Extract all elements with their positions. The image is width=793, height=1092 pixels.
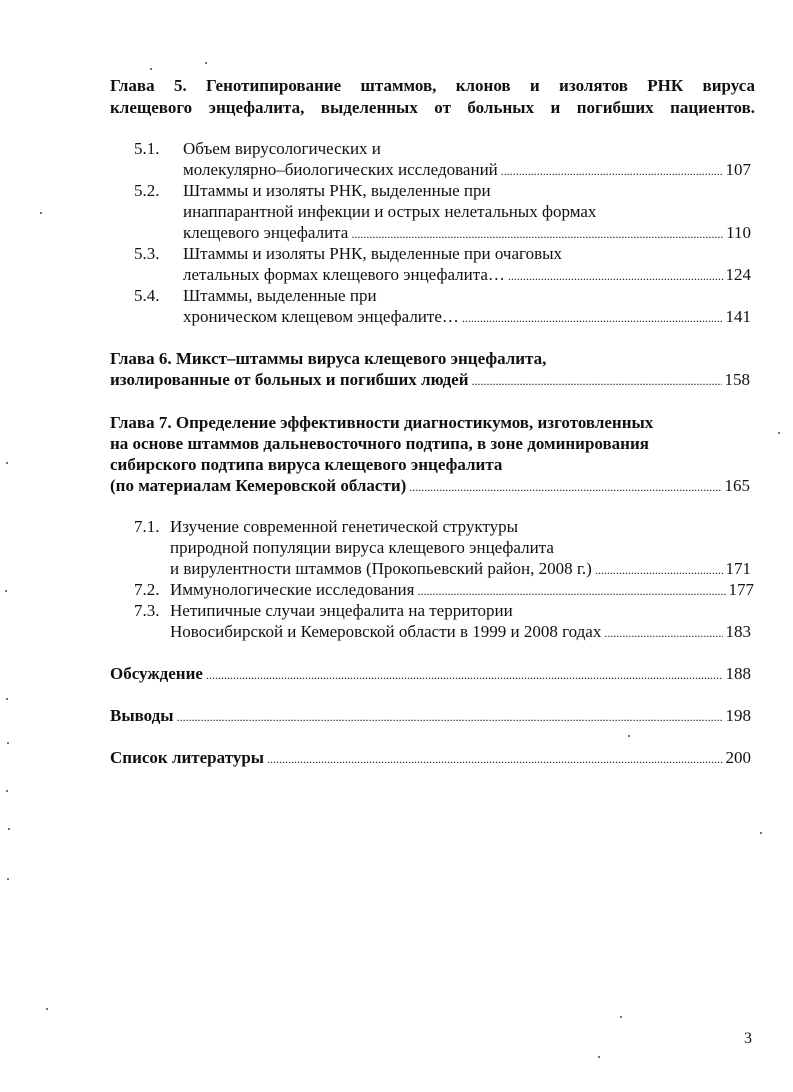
section-7-1-line2: природной популяции вируса клещевого энцефалита bbox=[170, 538, 554, 557]
scan-speck bbox=[150, 68, 152, 70]
chapter6-title-line1: Глава 6. Микст–штаммы вируса клещевого энцефалита, bbox=[110, 349, 547, 368]
section-7-3-line1: Нетипичные случаи энцефалита на территории bbox=[170, 601, 513, 620]
leader-dots bbox=[595, 559, 723, 580]
section-7-3-number: 7.3. bbox=[134, 601, 160, 620]
section-5-3-entry[interactable] bbox=[183, 265, 751, 286]
chapter7-title-line3: сибирского подтипа вируса клещевого энцефалита bbox=[110, 455, 503, 474]
leader-dots bbox=[501, 160, 723, 181]
scan-speck bbox=[760, 832, 762, 834]
section-5-2-line2: инаппарантной инфекции и острых нелетальных формах bbox=[183, 202, 597, 221]
scan-speck bbox=[5, 590, 7, 592]
leader-dots bbox=[409, 476, 721, 497]
chapter5-title-line2: клещевого энцефалита, выделенных от больных и погибших пациентов. bbox=[110, 98, 755, 117]
section-7-1-line3: и вирулентности штаммов (Прокопьевский район, 2008 г.) bbox=[170, 559, 592, 578]
leader-dots bbox=[206, 664, 723, 685]
scan-speck bbox=[620, 1016, 622, 1018]
section-7-1-number: 7.1. bbox=[134, 517, 160, 536]
section-5-3-page: 124 bbox=[725, 265, 751, 284]
section-5-4-number: 5.4. bbox=[134, 286, 160, 305]
references-page: 200 bbox=[725, 748, 751, 767]
scan-speck bbox=[7, 878, 9, 880]
section-7-2-number: 7.2. bbox=[134, 580, 160, 599]
section-5-3-line2: летальных формах клещевого энцефалита… bbox=[183, 265, 505, 284]
scan-speck bbox=[598, 1056, 600, 1058]
chapter6-title-line2: изолированные от больных и погибших людей bbox=[110, 370, 469, 389]
conclusions-label: Выводы bbox=[110, 706, 174, 725]
leader-dots bbox=[472, 370, 722, 391]
page-number: 3 bbox=[744, 1030, 752, 1047]
section-5-2-number: 5.2. bbox=[134, 181, 160, 200]
scan-speck bbox=[778, 432, 780, 434]
section-5-1-line1: Объем вирусологических и bbox=[183, 139, 381, 158]
discussion-entry[interactable] bbox=[110, 664, 751, 685]
section-5-2-line3: клещевого энцефалита bbox=[183, 223, 349, 242]
section-7-3-entry[interactable] bbox=[170, 622, 751, 643]
section-5-3-number: 5.3. bbox=[134, 244, 160, 263]
section-5-4-line1: Штаммы, выделенные при bbox=[183, 286, 377, 305]
section-5-1-number: 5.1. bbox=[134, 139, 160, 158]
chapter6-page: 158 bbox=[724, 370, 750, 389]
conclusions-entry[interactable] bbox=[110, 706, 751, 727]
leader-dots bbox=[462, 307, 723, 328]
section-5-1-line2: молекулярно–биологических исследований bbox=[183, 160, 498, 179]
chapter7-page: 165 bbox=[724, 476, 750, 495]
leader-dots bbox=[177, 706, 723, 727]
chapter7-title-line4: (по материалам Кемеровской области) bbox=[110, 476, 407, 495]
section-5-2-page: 110 bbox=[726, 223, 751, 242]
section-5-4-line2: хроническом клещевом энцефалите… bbox=[183, 307, 459, 326]
discussion-page: 188 bbox=[725, 664, 751, 683]
scan-speck bbox=[7, 742, 9, 744]
section-7-1-entry[interactable] bbox=[170, 559, 751, 580]
discussion-label: Обсуждение bbox=[110, 664, 203, 683]
scan-speck bbox=[40, 212, 42, 214]
scan-speck bbox=[8, 828, 10, 830]
scan-speck bbox=[628, 735, 630, 737]
leader-dots bbox=[267, 748, 722, 769]
references-entry[interactable] bbox=[110, 748, 751, 769]
leader-dots bbox=[417, 580, 725, 601]
chapter7-title-line1: Глава 7. Определение эффективности диагностикумов, изготовленных bbox=[110, 413, 654, 432]
section-5-2-line1: Штаммы и изоляты РНК, выделенные при bbox=[183, 181, 491, 200]
section-5-4-page: 141 bbox=[725, 307, 751, 326]
leader-dots bbox=[351, 223, 723, 244]
section-7-3-page: 183 bbox=[725, 622, 751, 641]
section-7-2-line1: Иммунологические исследования bbox=[170, 580, 415, 599]
scan-speck bbox=[6, 698, 8, 700]
chapter7-entry[interactable] bbox=[110, 476, 750, 497]
section-5-3-line1: Штаммы и изоляты РНК, выделенные при очаговых bbox=[183, 244, 563, 263]
scan-speck bbox=[205, 62, 207, 64]
section-7-1-page: 171 bbox=[725, 559, 751, 578]
section-7-1-line1: Изучение современной генетической структуры bbox=[170, 517, 519, 536]
section-5-1-entry[interactable] bbox=[183, 160, 751, 181]
scan-speck bbox=[6, 790, 8, 792]
scan-speck bbox=[6, 462, 8, 464]
leader-dots bbox=[508, 265, 723, 286]
chapter6-entry[interactable] bbox=[110, 370, 750, 391]
references-label: Список литературы bbox=[110, 748, 265, 767]
chapter7-title-line2: на основе штаммов дальневосточного подтипа, в зоне доминирования bbox=[110, 434, 649, 453]
chapter5-title-line1: Глава 5. Генотипирование штаммов, клонов и изолятов РНК вируса bbox=[110, 76, 755, 95]
section-5-1-page: 107 bbox=[725, 160, 751, 179]
leader-dots bbox=[604, 622, 722, 643]
section-7-3-line2: Новосибирской и Кемеровской области в 1999 и 2008 годах bbox=[170, 622, 602, 641]
section-7-2-page: 177 bbox=[728, 580, 754, 599]
section-5-2-entry[interactable] bbox=[183, 223, 751, 244]
conclusions-page: 198 bbox=[725, 706, 751, 725]
section-5-4-entry[interactable] bbox=[183, 307, 751, 328]
scan-speck bbox=[46, 1008, 48, 1010]
section-7-2-entry[interactable] bbox=[170, 580, 754, 601]
